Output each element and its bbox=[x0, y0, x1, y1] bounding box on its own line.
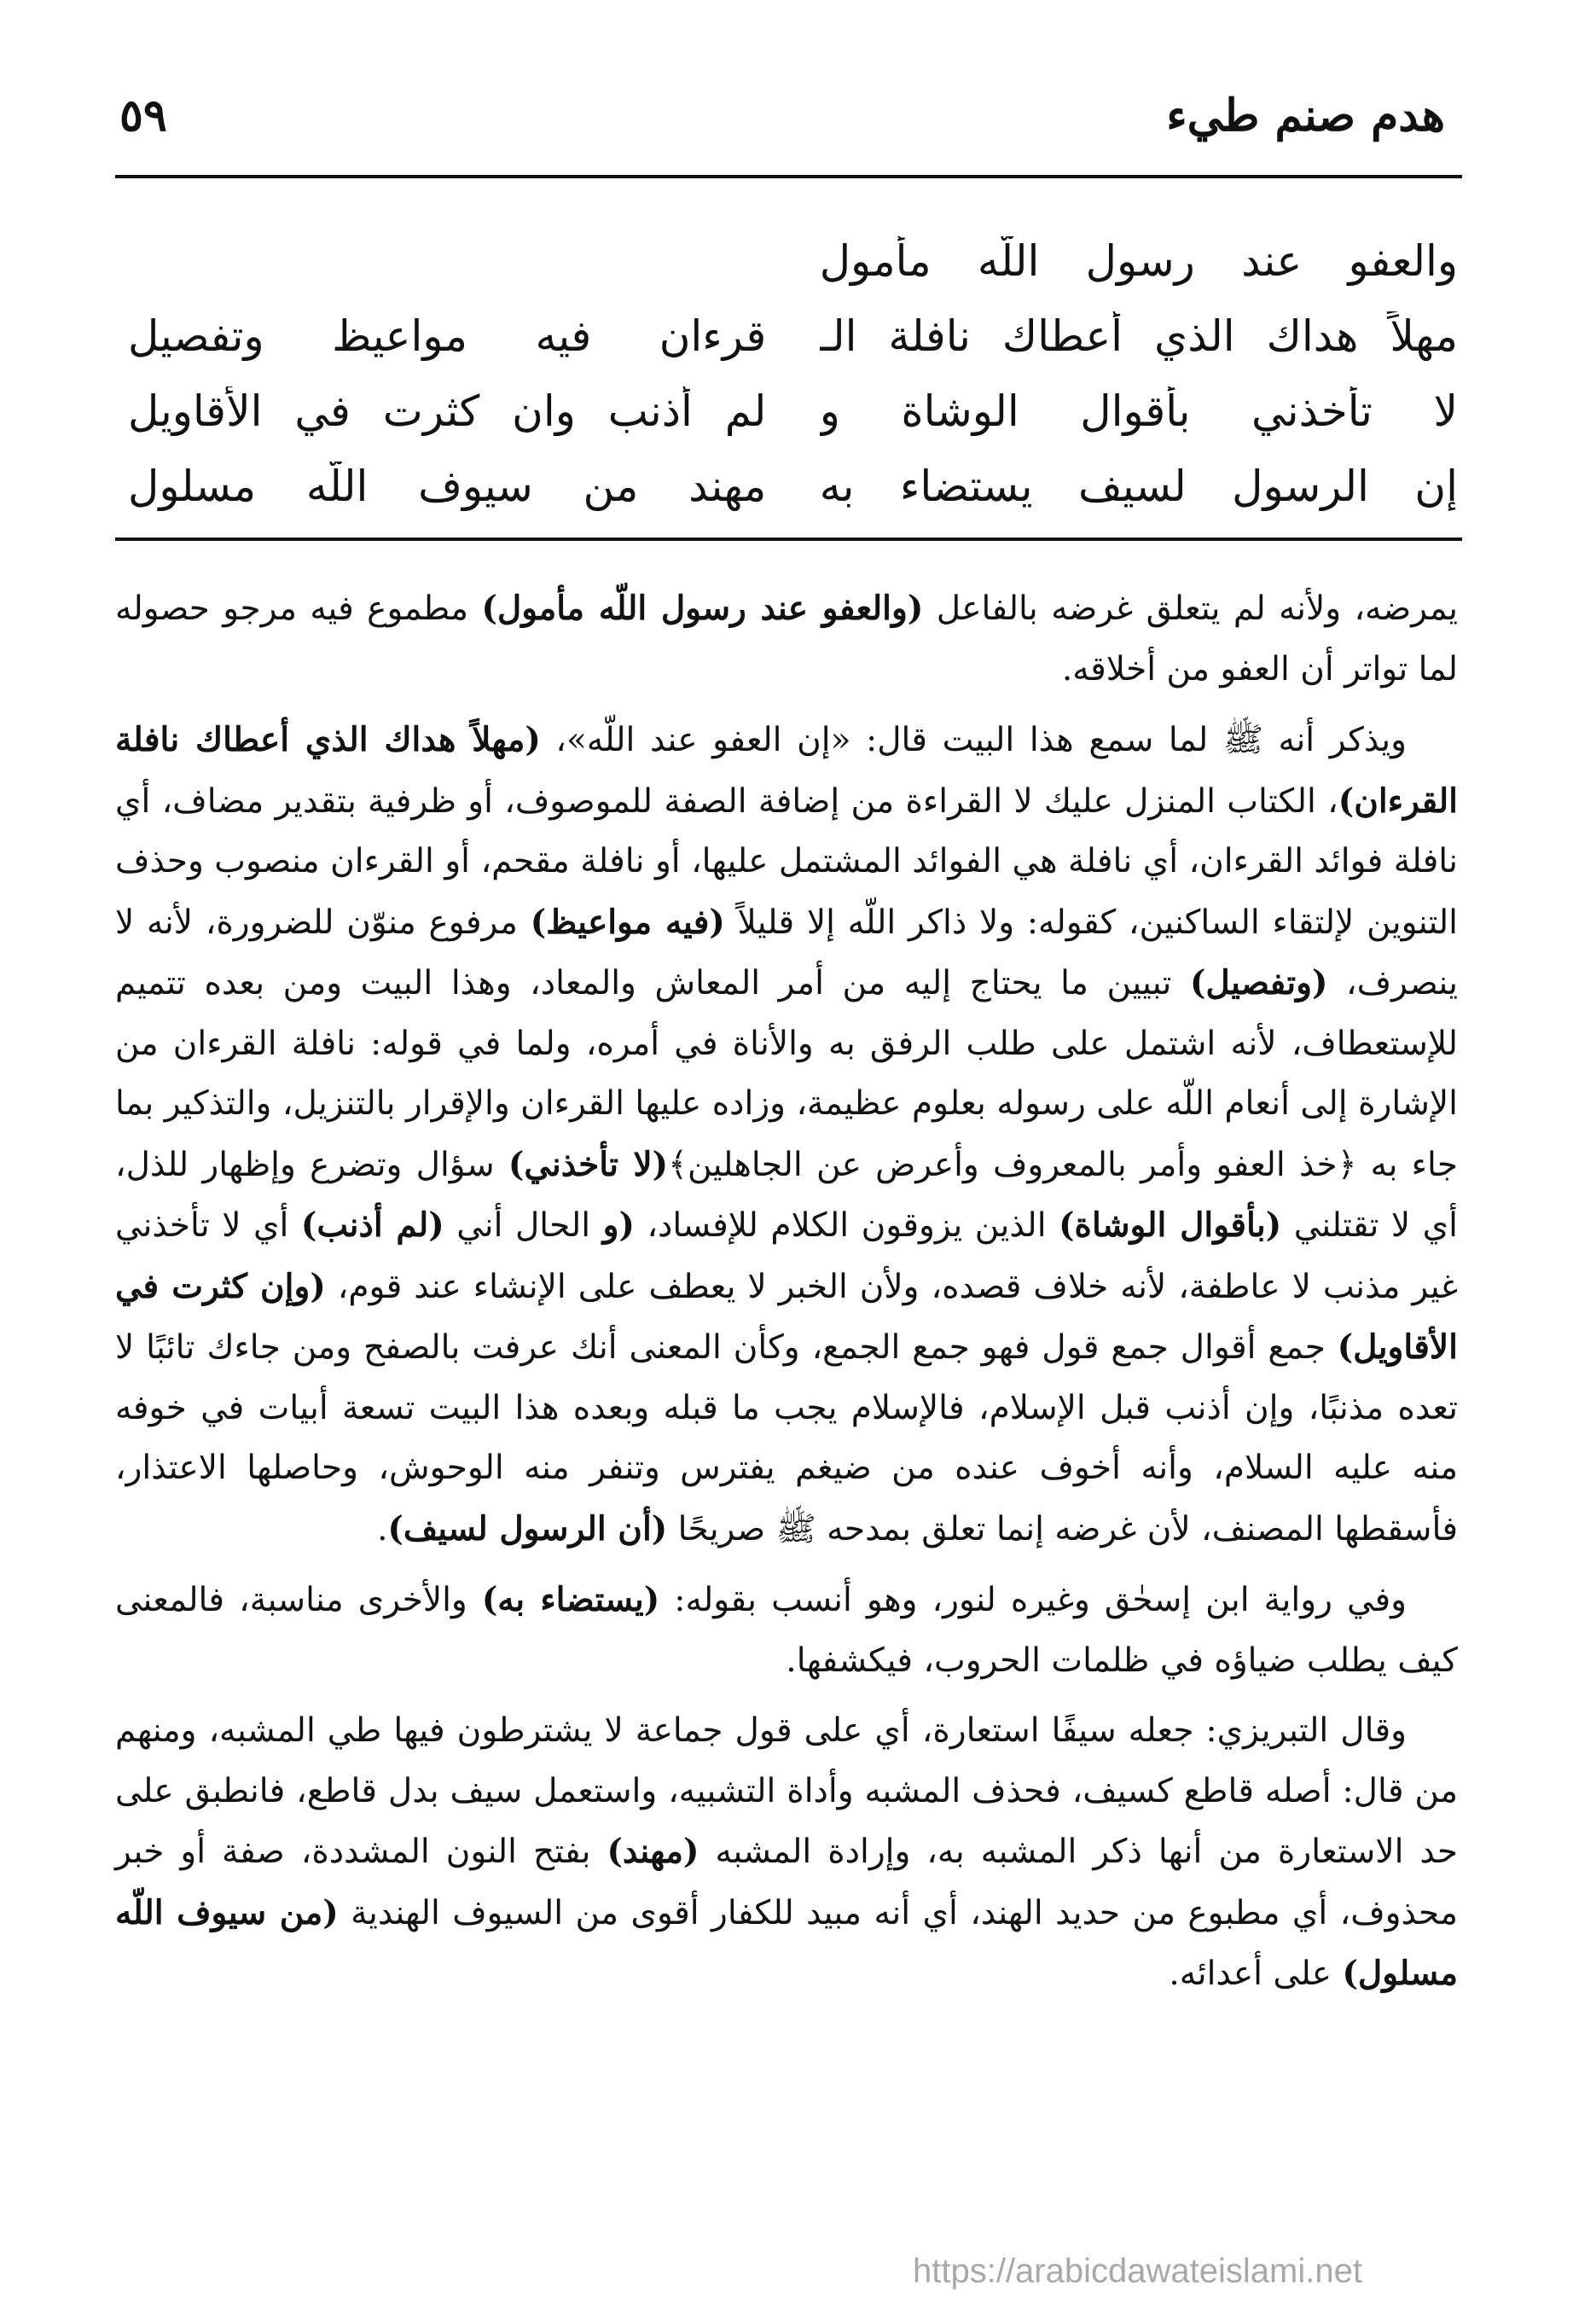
paragraph bbox=[115, 710, 1458, 1560]
quoted-verse-phrase: (وإن كثرت في الأقاويل) bbox=[115, 1266, 1458, 1367]
verse-hemistich: لا تأخذني بأقوال الوشاة و bbox=[819, 386, 1458, 436]
text-run: يمرضه، ولأنه لم يتعلق غرضه بالفاعل bbox=[923, 590, 1458, 628]
text-run: تبيين ما يحتاج إليه من أمر المعاش والمعاد، وهذا البيت ومن بعده تتميم للإستعطاف، لأنه اشتمل على طلب الرفق به والأناة في أمره، ولما في قوله: نافلة القرءان من الإشارة إلى أنعام اللّه على رسوله بعلوم عظيمة، وزاده عليها القرءان والإقرار بالتنزيل، والتذكير بما جاء به ﴿خذ العفو وأمر بالمعروف وأعرض عن الجاهلين﴾ bbox=[115, 964, 1459, 1184]
verse-hemistich: مهلاً هداك الذي أعطاك نافلة الـ bbox=[819, 311, 1458, 361]
verse-hemistich: والعفو عند رسول اللّه مأمول bbox=[819, 236, 1458, 286]
text-run: مطموع فيه مرجو حصوله لما تواتر أن العفو من أخلاقه. bbox=[115, 590, 1458, 688]
text-run: وفي رواية ابن إسحٰق وغيره لنور، وهو أنسب بقوله: bbox=[659, 1581, 1407, 1619]
text-run: وقال التبريزي: جعله سيفًا استعارة، أي على قول جماعة لا يشترطون فيها طي المشبه، ومنهم من قال: أصله قاطع كسيف، فحذف المشبه وأداة التشبيه، واستعمل سيف بدل قاطع، فانطبق على حد الاستعارة من أنها ذكر المشبه به، وإرادة المشبه bbox=[115, 1711, 1458, 1871]
text-run: والأخرى مناسبة، فالمعنى كيف يطلب ضياؤه في ظلمات الحروب، فيكشفها. bbox=[115, 1581, 1458, 1680]
quoted-verse-phrase: (لم أذنب) bbox=[300, 1206, 444, 1245]
text-run: الذين يزوقون الكلام للإفساد، bbox=[634, 1206, 1059, 1245]
poem-verse bbox=[128, 224, 1458, 299]
quoted-verse-phrase: (من سيوف اللّه مسلول) bbox=[115, 1892, 1458, 1993]
source-url-watermark: https://arabicdawateislami.net bbox=[913, 2252, 1362, 2290]
verse-hemistich: قرءان فيه مواعيظ وتفصيل bbox=[128, 311, 767, 361]
text-run: أي لا تأخذني غير مذنب لا عاطفة، لأنه خلاف قصده، ولأن الخبر لا يعطف على الإنشاء عند قوم، bbox=[115, 1206, 1458, 1306]
header-divider bbox=[115, 175, 1462, 178]
verse-hemistich: مهند من سيوف اللّه مسلول bbox=[128, 462, 767, 511]
quoted-verse-phrase: (فيه مواعيظ) bbox=[530, 902, 725, 942]
poem-verse bbox=[128, 374, 1458, 449]
quoted-verse-phrase: (بأقوال الوشاة) bbox=[1059, 1206, 1282, 1245]
chapter-title: هدم صنم طيء bbox=[1166, 90, 1445, 142]
verse-hemistich: إن الرسول لسيف يستضاء به bbox=[819, 462, 1458, 511]
text-run: . bbox=[377, 1509, 388, 1548]
paragraph bbox=[115, 1701, 1458, 2005]
text-run: جمع أقوال جمع قول فهو جمع الجمع، وكأن المعنى أنك عرفت بالصفح ومن جاءك تائبًا لا تعده مذنبًا، وإن أذنب قبل الإسلام، فالإسلام يجب ما قبله وبعده هذا البيت تسعة أبيات في خوفه منه عليه السلام، وأنه أخوف عنده من ضيغم يفترس وتنفر منه الوحوش، وحاصلها الاعتذار، فأسقطها المصنف، لأن غرضه إنما تعلق بمدحه ﷺ صريحًا bbox=[115, 1328, 1458, 1548]
paragraph bbox=[115, 1570, 1458, 1691]
quoted-verse-phrase: (أن الرسول لسيف) bbox=[387, 1508, 668, 1548]
quoted-verse-phrase: (مهلاً هداك الذي أعطاك نافلة القرءان) bbox=[115, 720, 1458, 821]
page-number: ٥٩ bbox=[119, 90, 167, 142]
quoted-verse-phrase: (يستضاء به) bbox=[481, 1580, 660, 1619]
quoted-verse-phrase: (مهند) bbox=[607, 1832, 699, 1871]
quoted-verse-phrase: (وتفصيل) bbox=[1189, 963, 1328, 1002]
text-run: مرفوع منوّن للضرورة، لأنه لا ينصرف، bbox=[115, 903, 1459, 1002]
text-run: سؤال وتضرع وإظهار للذل، أي لا تقتلني bbox=[115, 1145, 1458, 1245]
quoted-verse-phrase: (و bbox=[602, 1206, 635, 1245]
poem-verse bbox=[128, 449, 1458, 524]
verse-hemistich: لم أذنب وان كثرت في الأقاويل bbox=[128, 386, 767, 436]
paragraph bbox=[115, 578, 1458, 700]
text-run: على أعدائه. bbox=[1169, 1955, 1343, 1993]
poem-divider bbox=[115, 537, 1462, 541]
quoted-verse-phrase: (والعفو عند رسول اللّه مأمول) bbox=[481, 589, 924, 628]
poem-block bbox=[128, 224, 1458, 524]
text-run: ، الكتاب المنزل عليك لا القراءة من إضافة الصفة للموصوف، أو ظرفية بتقدير مضاف، أي نافلة فوائد القرءان، أي نافلة هي الفوائد المشتمل عليها، أو نافلة مقحم، أو القرءان منصوب وحذف التنوين لإلتقاء الساكنين، كقوله: ولا ذاكر اللّه إلا قليلاً bbox=[115, 781, 1458, 942]
text-run: ويذكر أنه ﷺ لما سمع هذا البيت قال: «إن العفو عند اللّه»، bbox=[540, 721, 1407, 759]
commentary-text bbox=[115, 578, 1458, 2015]
text-run: بفتح النون المشددة، صفة أو خبر محذوف، أي مطبوع من حديد الهند، أي أنه مبيد للكفار أقوى من السيوف الهندية bbox=[115, 1833, 1459, 1932]
poem-verse bbox=[128, 299, 1458, 374]
text-run: الحال أني bbox=[444, 1206, 603, 1245]
quoted-verse-phrase: (لا تأخذني) bbox=[508, 1144, 669, 1184]
